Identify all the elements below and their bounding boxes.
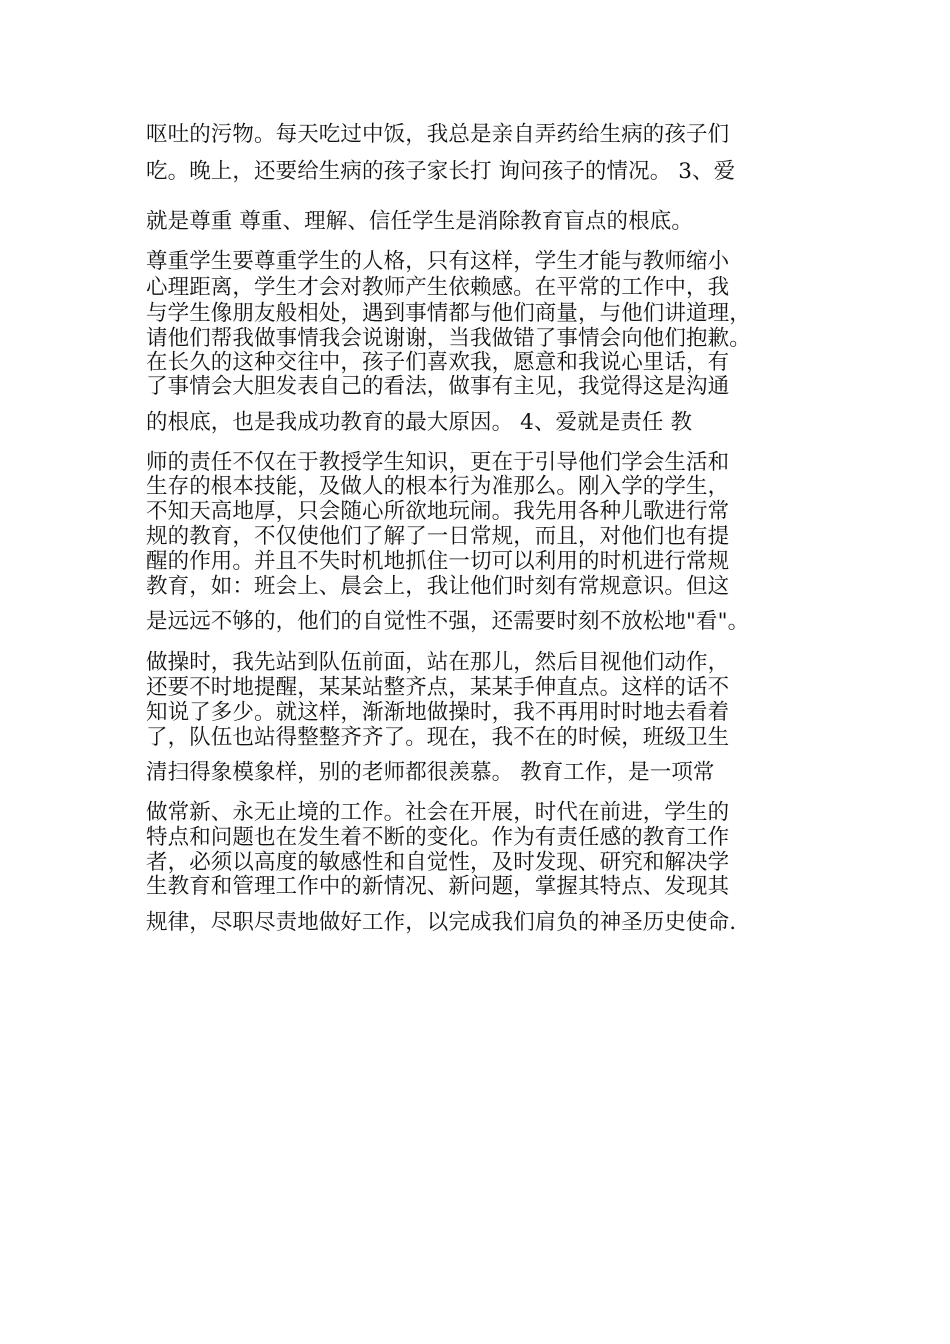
text-line: 醒的作用。并且不失时机地抓住一切可以利用的时机进行常规 <box>146 549 730 574</box>
text-line: 还要不时地提醒，某某站整齐点，某某手伸直点。这样的话不 <box>146 675 730 700</box>
text-line: 者，必须以高度的敏感性和自觉性，及时发现、研究和解决学 <box>146 850 730 875</box>
text-line: 生存的根本技能，及做人的根本行为准那么。刚入学的学生， <box>146 474 730 499</box>
text-line: 呕吐的污物。每天吃过中饭，我总是亲自弄药给生病的孩子们 <box>146 122 730 147</box>
text-line: 的根底，也是我成功教育的最大原因。 4、爱就是责任 教 <box>146 410 693 435</box>
text-line: 清扫得象模象样，别的老师都很羡慕。 教育工作，是一项常 <box>146 760 715 785</box>
text-line: 请他们帮我做事情我会说谢谢，当我做错了事情会向他们抱歉。 <box>146 326 751 351</box>
text-line: 不知天高地厚，只会随心所欲地玩闹。我先用各种儿歌进行常 <box>146 499 730 524</box>
text-line: 做常新、永无止境的工作。社会在开展，时代在前进，学生的 <box>146 800 730 825</box>
text-line: 做操时，我先站到队伍前面，站在那儿，然后目视他们动作， <box>146 650 730 675</box>
text-line: 师的责任不仅在于教授学生知识，更在于引导他们学会生活和 <box>146 450 730 475</box>
text-line: 是远远不够的，他们的自觉性不强，还需要时刻不放松地"看"。 <box>146 609 750 634</box>
text-line: 与学生像朋友般相处，遇到事情都与他们商量，与他们讲道理， <box>146 301 751 326</box>
text-line: 规律，尽职尽责地做好工作，以完成我们肩负的神圣历史使命. <box>146 910 737 935</box>
text-line: 特点和问题也在发生着不断的变化。作为有责任感的教育工作 <box>146 825 730 850</box>
text-line: 规的教育，不仅使他们了解了一日常规，而且，对他们也有提 <box>146 524 730 549</box>
text-line: 尊重学生要尊重学生的人格，只有这样，学生才能与教师缩小 <box>146 249 730 274</box>
text-line: 在长久的这种交往中，孩子们喜欢我，愿意和我说心里话，有 <box>146 350 730 375</box>
text-line: 吃。晚上，还要给生病的孩子家长打 询问孩子的情况。 3、爱 <box>146 159 736 184</box>
text-line: 了事情会大胆发表自己的看法，做事有主见，我觉得这是沟通 <box>146 374 730 399</box>
text-line: 生教育和管理工作中的新情况、新问题，掌握其特点、发现其 <box>146 874 730 899</box>
text-line: 了，队伍也站得整整齐齐了。现在，我不在的时候，班级卫生 <box>146 725 730 750</box>
text-line: 知说了多少。就这样，渐渐地做操时，我不再用时时地去看着 <box>146 700 730 725</box>
text-line: 心理距离，学生才会对教师产生依赖感。在平常的工作中，我 <box>146 275 730 300</box>
text-line: 教育，如：班会上、晨会上，我让他们时刻有常规意识。但这 <box>146 574 730 599</box>
text-line: 就是尊重 尊重、理解、信任学生是消除教育盲点的根底。 <box>146 209 693 234</box>
